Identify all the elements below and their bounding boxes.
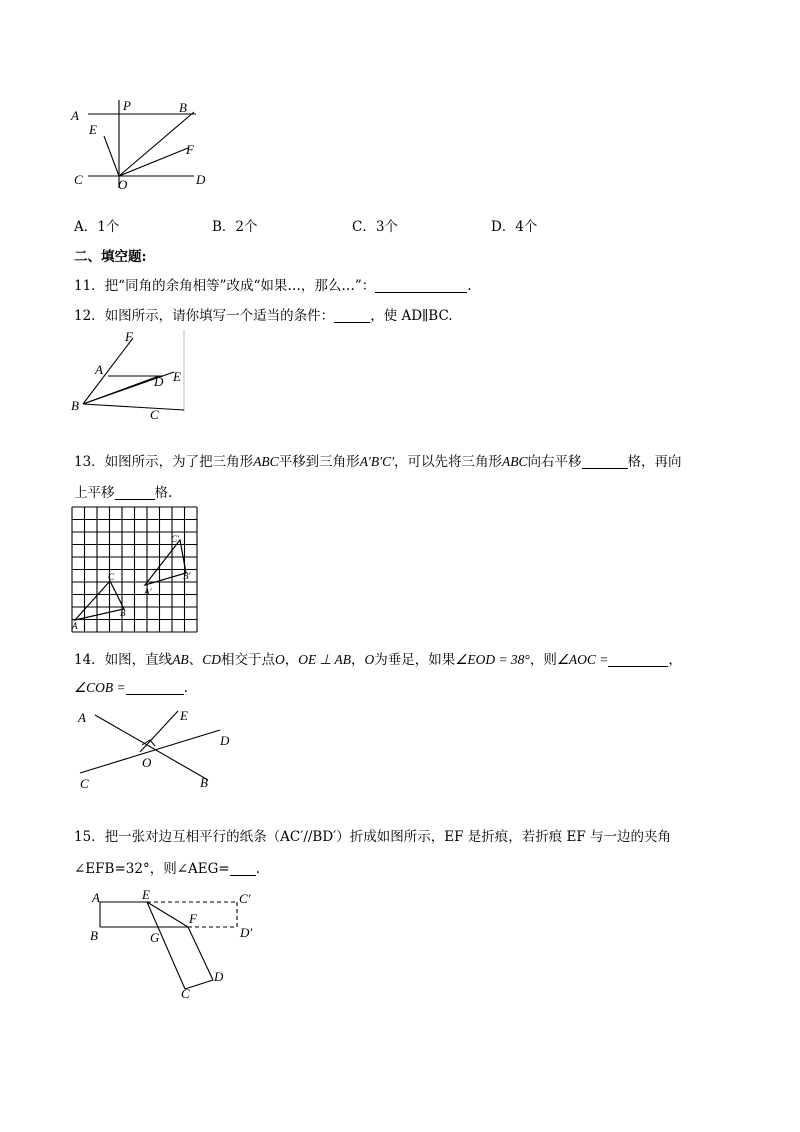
q10-label-o: O (118, 177, 128, 192)
q14-label-b: B (200, 775, 208, 790)
option-text: 4个 (515, 219, 538, 235)
q12-label-f: F (125, 329, 133, 344)
question-number: 15． (74, 829, 105, 845)
q13-label-a: A (72, 621, 78, 631)
q15-label-d: D (214, 969, 224, 984)
q12-label-a: A (95, 362, 103, 377)
answer-blank-cob[interactable] (126, 680, 184, 695)
grid-lines (72, 507, 197, 632)
q10-option-b[interactable] (212, 215, 258, 235)
q14-label-e: E (180, 708, 188, 723)
q10-option-c[interactable] (352, 215, 398, 235)
q15-label-c: C (181, 986, 190, 1000)
q10-label-p: P (123, 98, 131, 113)
answer-blank-up[interactable] (115, 485, 155, 500)
q14-label-o: O (142, 755, 152, 770)
question-text: 把“同角的余角相等”改成“如果…，那么…”： (104, 278, 376, 294)
q12-label-e: E (173, 369, 181, 384)
question-13-line-2: 上平移 格. (74, 485, 173, 501)
option-letter: C． (352, 219, 376, 235)
question-number: 12． (74, 308, 105, 324)
answer-blank[interactable] (230, 861, 256, 876)
q13-label-b-prime: B′ (183, 571, 191, 581)
answer-blank[interactable] (334, 308, 370, 323)
q10-option-d[interactable] (491, 215, 537, 235)
question-text: 如图所示，请你填写一个适当的条件： (104, 308, 335, 324)
section-title: 二、填空题: (74, 249, 147, 265)
question-number: 13． (74, 454, 105, 470)
q15-label-e: E (142, 887, 150, 902)
q10-label-f: F (186, 142, 194, 157)
q10-label-e: E (89, 122, 97, 137)
q14-label-d: D (220, 733, 230, 748)
option-text: 2个 (235, 219, 258, 235)
question-15-line-1: 15．把一张对边互相平行的纸条（AC′//BD′）折成如图所示，EF 是折痕，若折痕 EF 与一边的夹角 (74, 829, 672, 845)
q10-label-b: B (179, 100, 187, 115)
q15-label-f: F (189, 911, 197, 926)
q15-label-d-prime: D′ (240, 925, 253, 940)
q15-label-a: A (92, 890, 100, 905)
q15-figure (80, 885, 270, 1000)
q15-label-b: B (90, 928, 98, 943)
q14-figure (70, 700, 245, 800)
q12-label-c: C (150, 407, 159, 420)
question-13-line-1: 13．如图所示，为了把三角形ABC平移到三角形A′B′C′，可以先将三角形ABC向右平移 格，再向 (74, 454, 682, 470)
option-text: 1个 (97, 219, 120, 235)
q13-label-c: C (108, 572, 115, 582)
option-text: 3个 (375, 219, 398, 235)
question-number: 11． (74, 278, 105, 294)
q13-label-b: B (120, 608, 126, 618)
option-letter: A． (74, 219, 98, 235)
question-14-line-2: ∠COB = . (74, 680, 188, 696)
answer-blank-right[interactable] (582, 454, 628, 469)
option-letter: D． (491, 219, 516, 235)
question-14-line-1: 14．如图，直线AB、CD相交于点O，OE ⊥ AB，O为垂足，如果∠EOD = 38°，则∠AOC = ， (74, 652, 682, 668)
q10-label-a: A (71, 108, 79, 123)
option-letter: B． (212, 219, 236, 235)
q10-label-d: D (196, 172, 206, 187)
q13-grid-figure (70, 505, 200, 635)
q12-label-b: B (71, 398, 79, 413)
q10-option-a[interactable] (74, 215, 119, 235)
q14-label-a: A (78, 710, 86, 725)
answer-blank-aoc[interactable] (608, 652, 668, 667)
q13-label-a-prime: A′ (144, 587, 152, 597)
question-15-line-2: ∠EFB=32°，则∠AEG= . (74, 861, 261, 877)
question-number: 14． (74, 652, 105, 668)
q15-label-g: G (150, 930, 160, 945)
q12-label-d: D (154, 374, 164, 389)
q13-label-c-prime: C′ (171, 534, 179, 544)
q12-figure (66, 328, 190, 420)
q15-label-c-prime: C′ (239, 891, 251, 906)
q10-label-c: C (74, 172, 83, 187)
question-11: 11．把“同角的余角相等”改成“如果…，那么…”： . (74, 278, 472, 294)
q14-label-c: C (80, 776, 89, 791)
question-12: 12．如图所示，请你填写一个适当的条件： ，使 AD∥BC. (74, 308, 453, 324)
q10-figure (66, 96, 216, 194)
answer-blank[interactable] (375, 278, 467, 293)
